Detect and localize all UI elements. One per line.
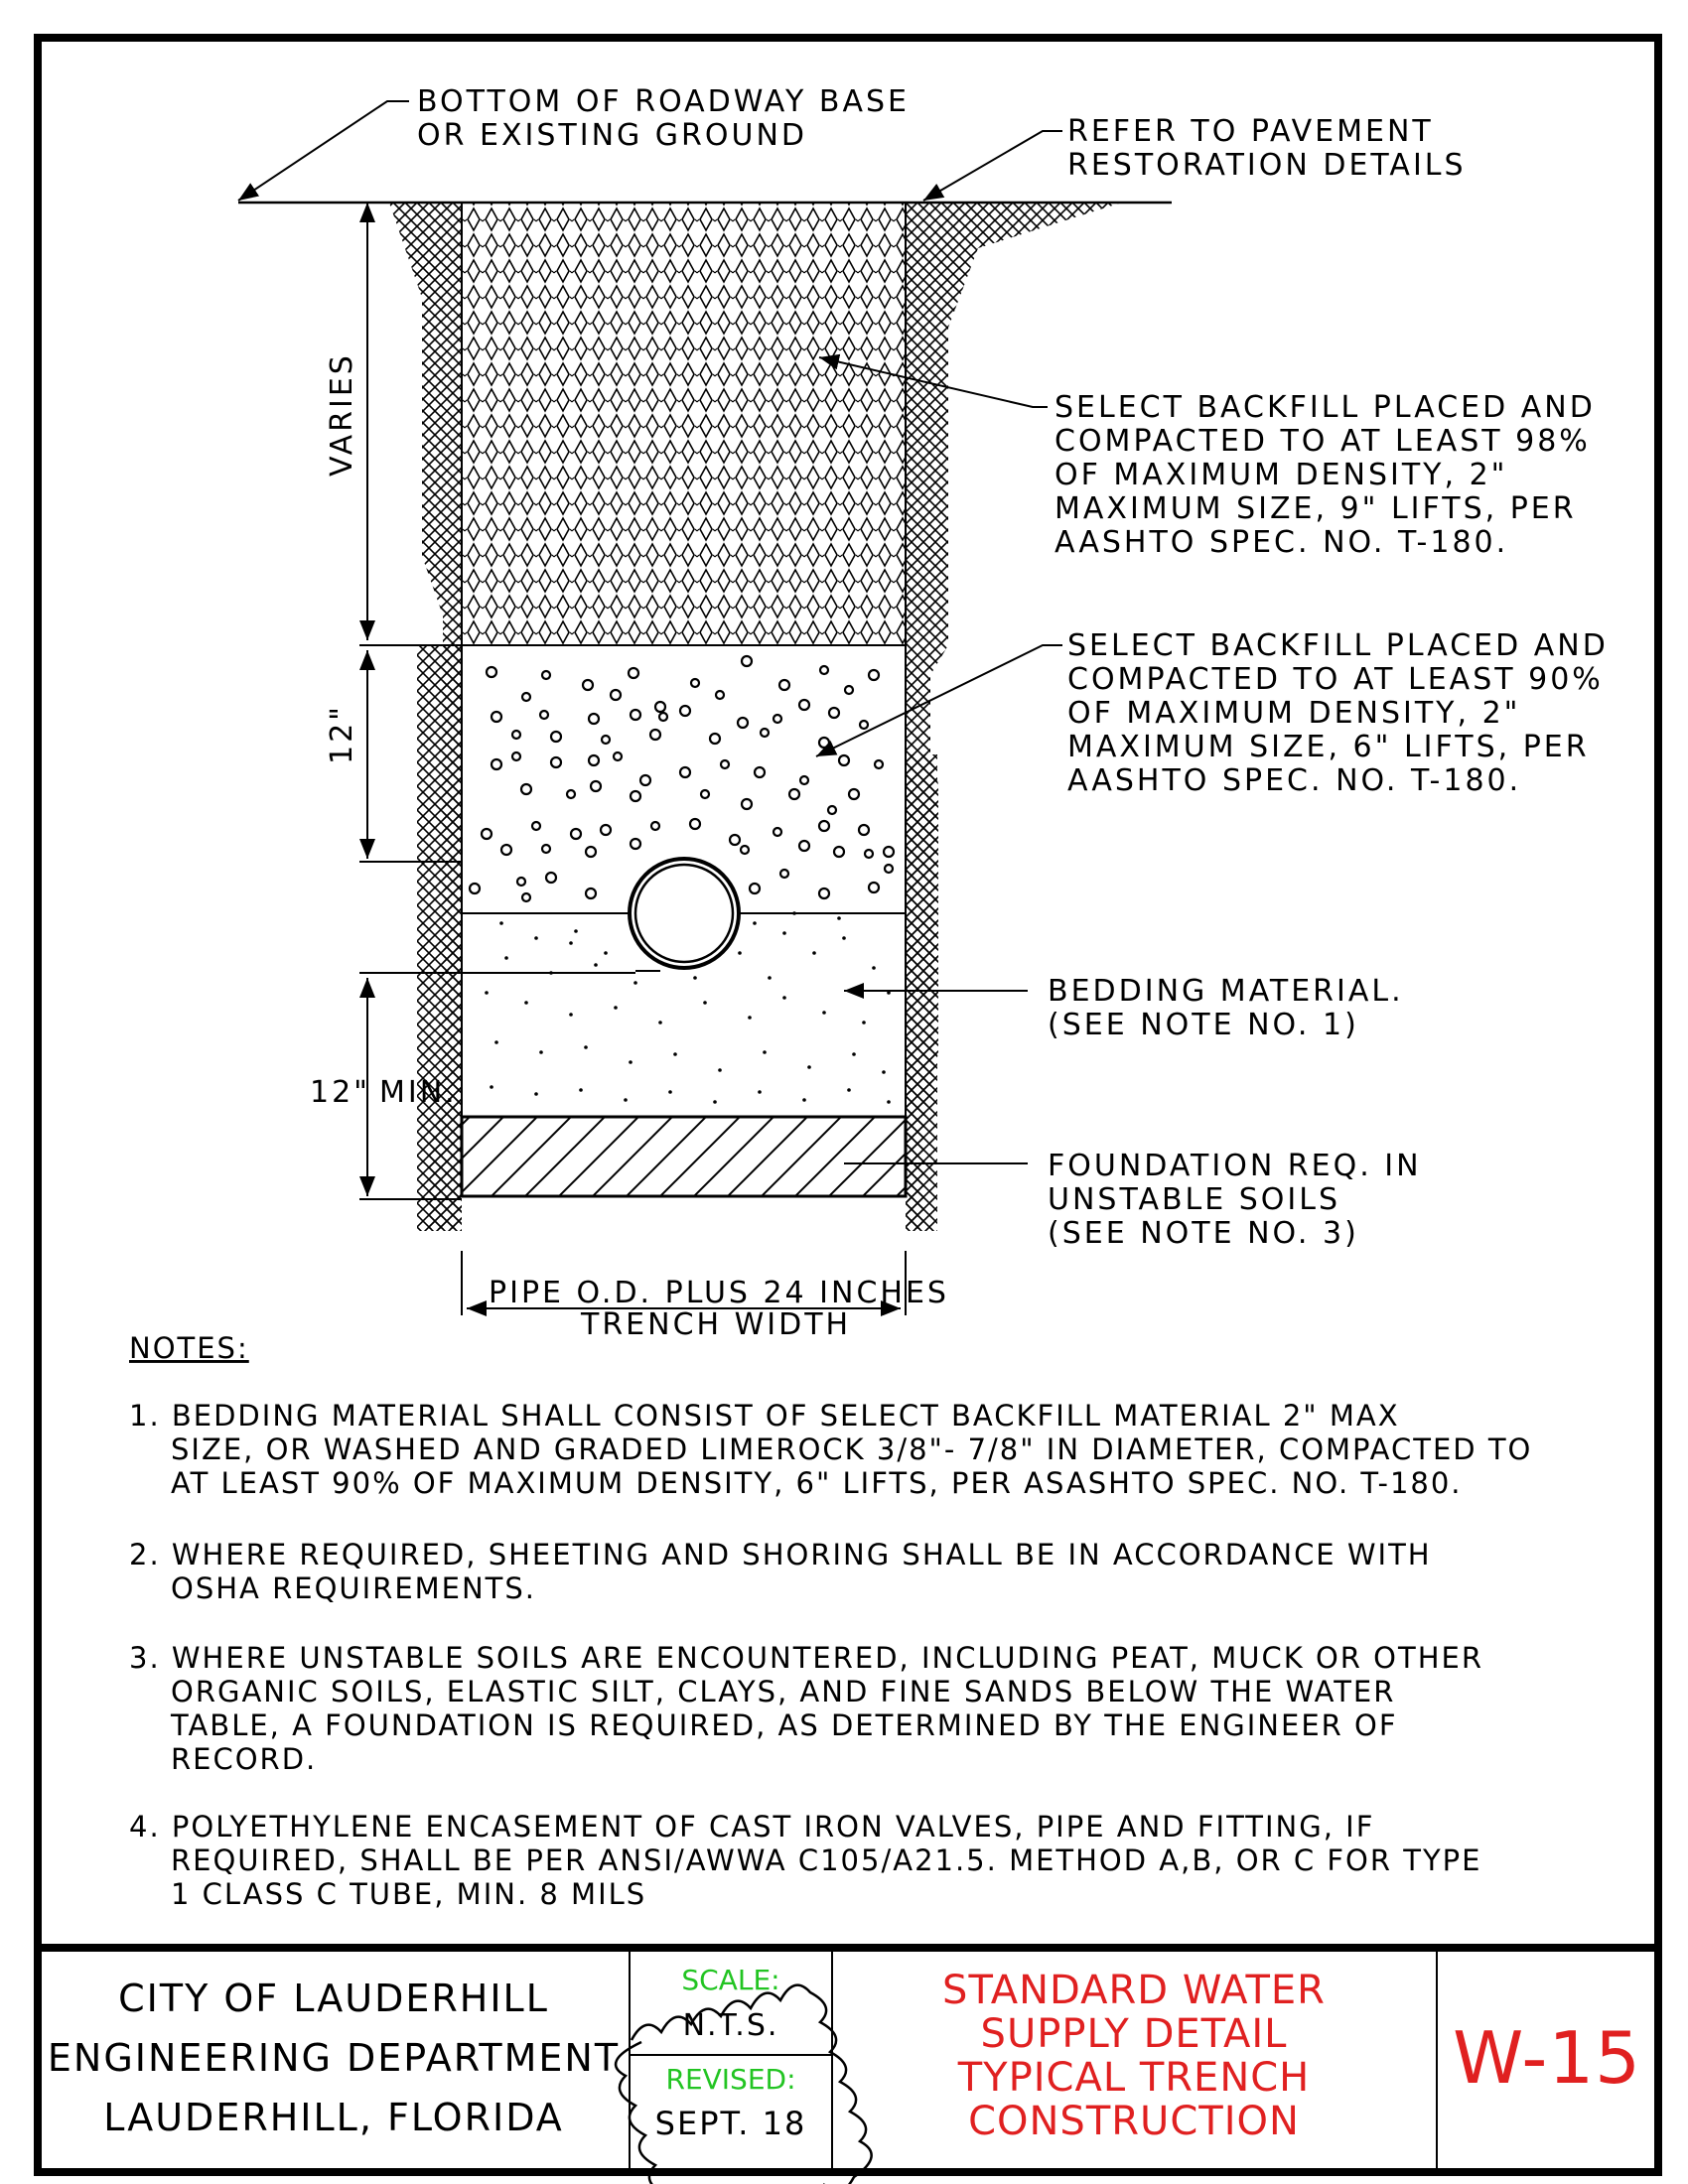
label-twelve-min: MIN. (379, 1075, 458, 1110)
note-3-line-1: 3. WHERE UNSTABLE SOILS ARE ENCOUNTERED, INCLUDING PEAT, MUCK OR OTHER (129, 1641, 1483, 1675)
title-line-2: SUPPLY DETAIL (980, 2011, 1288, 2057)
label-varies: VARIES (325, 352, 359, 477)
label-backfill98-5: AASHTO SPEC. NO. T-180. (1055, 525, 1509, 560)
label-backfill90-4: MAXIMUM SIZE, 6" LIFTS, PER (1067, 730, 1590, 764)
select-backfill-98-layer (462, 203, 906, 645)
note-4-line-3: 1 CLASS C TUBE, MIN. 8 MILS (171, 1877, 647, 1911)
note-3-line-3: TABLE, A FOUNDATION IS REQUIRED, AS DETERMINED BY THE ENGINEER OF (171, 1708, 1398, 1742)
revised-value: SEPT. 18 (654, 2105, 807, 2142)
note-1-line-3: AT LEAST 90% OF MAXIMUM DENSITY, 6" LIFTS, PER ASASHTO SPEC. NO. T-180. (171, 1466, 1463, 1500)
label-bottom-roadway-1: BOTTOM OF ROADWAY BASE (417, 84, 910, 119)
label-foundation-2: UNSTABLE SOILS (1048, 1182, 1341, 1217)
org-line-2: ENGINEERING DEPARTMENT (47, 2036, 621, 2080)
label-backfill90-1: SELECT BACKFILL PLACED AND (1067, 628, 1609, 663)
water-pipe (630, 859, 739, 968)
org-line-1: CITY OF LAUDERHILL (118, 1977, 549, 2020)
scale-label: SCALE: (681, 1964, 780, 1996)
label-foundation-1: FOUNDATION REQ. IN (1048, 1149, 1422, 1183)
label-bottom-roadway-2: OR EXISTING GROUND (417, 118, 807, 153)
note-1-line-1: 1. BEDDING MATERIAL SHALL CONSIST OF SELECT BACKFILL MATERIAL 2" MAX (129, 1399, 1400, 1433)
label-backfill90-3: OF MAXIMUM DENSITY, 2" (1067, 696, 1521, 731)
label-pipe-od: PIPE O.D. PLUS 24 INCHES (489, 1276, 949, 1310)
label-twelve-min-num: 12" (310, 1075, 370, 1110)
note-2-line-2: OSHA REQUIREMENTS. (171, 1571, 537, 1605)
label-pavement-2: RESTORATION DETAILS (1067, 148, 1467, 183)
title-line-3: TYPICAL TRENCH (957, 2055, 1311, 2101)
note-1-line-2: SIZE, OR WASHED AND GRADED LIMEROCK 3/8"- 7/8" IN DIAMETER, COMPACTED TO (171, 1433, 1533, 1466)
label-backfill90-5: AASHTO SPEC. NO. T-180. (1067, 763, 1522, 798)
label-pavement-1: REFER TO PAVEMENT (1067, 114, 1434, 149)
label-bedding-1: BEDDING MATERIAL. (1048, 974, 1404, 1009)
title-line-1: STANDARD WATER (942, 1968, 1326, 2013)
label-foundation-3: (SEE NOTE NO. 3) (1048, 1216, 1359, 1251)
org-line-3: LAUDERHILL, FLORIDA (103, 2096, 564, 2139)
notes-heading: NOTES: (129, 1331, 249, 1365)
note-3-line-2: ORGANIC SOILS, ELASTIC SILT, CLAYS, AND FINE SANDS BELOW THE WATER (171, 1675, 1396, 1708)
scale-value: N.T.S. (682, 2008, 779, 2043)
note-3-line-4: RECORD. (171, 1742, 318, 1776)
note-4-line-1: 4. POLYETHYLENE ENCASEMENT OF CAST IRON VALVES, PIPE AND FITTING, IF (129, 1810, 1375, 1843)
label-backfill98-1: SELECT BACKFILL PLACED AND (1055, 390, 1596, 425)
label-backfill98-3: OF MAXIMUM DENSITY, 2" (1055, 458, 1508, 492)
label-bedding-2: (SEE NOTE NO. 1) (1048, 1008, 1359, 1042)
foundation-layer (462, 1117, 906, 1196)
label-backfill98-2: COMPACTED TO AT LEAST 98% (1055, 424, 1591, 459)
note-2-line-1: 2. WHERE REQUIRED, SHEETING AND SHORING SHALL BE IN ACCORDANCE WITH (129, 1538, 1432, 1571)
label-trench-width: TRENCH WIDTH (581, 1307, 852, 1342)
revised-label: REVISED: (665, 2063, 796, 2096)
label-backfill90-2: COMPACTED TO AT LEAST 90% (1067, 662, 1604, 697)
label-twelve-inch: 12" (325, 704, 359, 764)
label-backfill98-4: MAXIMUM SIZE, 9" LIFTS, PER (1055, 491, 1577, 526)
note-4-line-2: REQUIRED, SHALL BE PER ANSI/AWWA C105/A21.5. METHOD A,B, OR C FOR TYPE (171, 1843, 1482, 1877)
title-line-4: CONSTRUCTION (968, 2099, 1300, 2144)
sheet-number: W-15 (1453, 2016, 1641, 2100)
